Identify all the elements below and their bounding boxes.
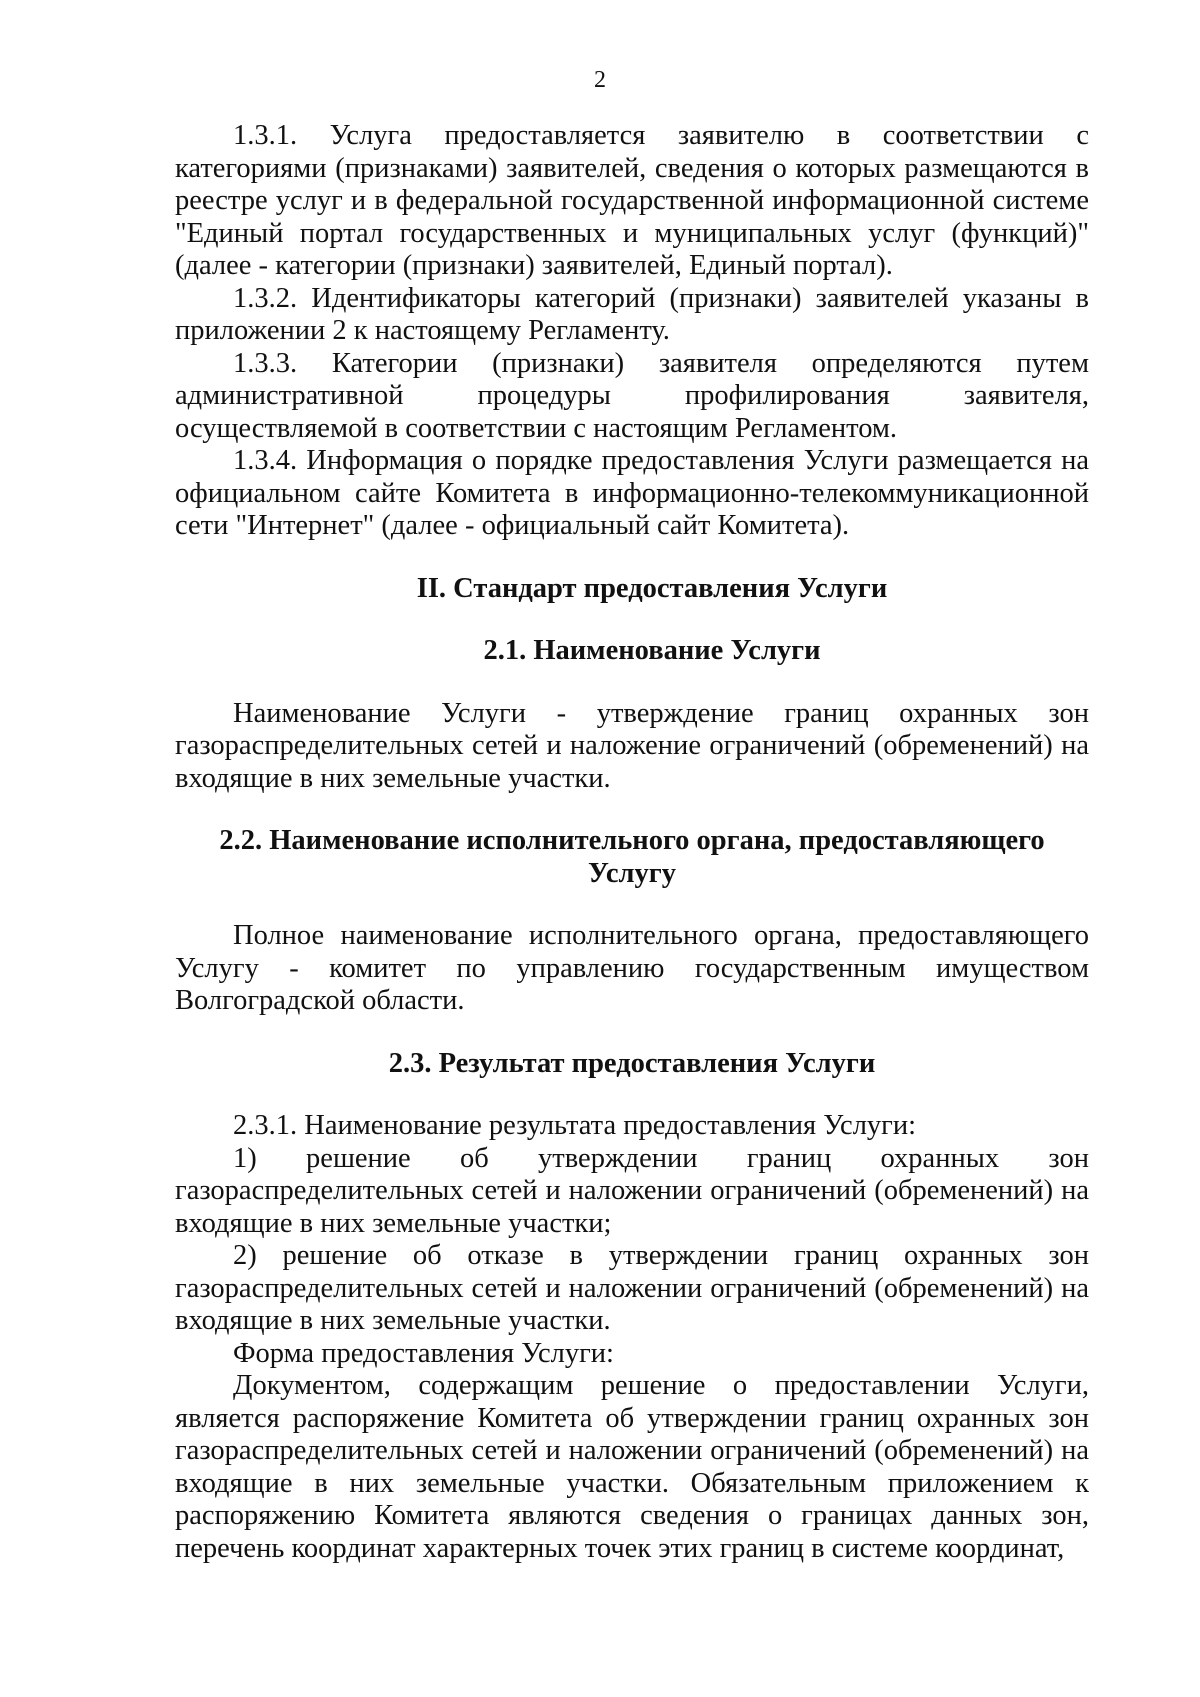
paragraph-2-1: Наименование Услуги - утверждение границ охранных зон газораспределительных сетей и наложение ограничений (обременений) на входящие в них земельные участки. (175, 697, 1089, 794)
paragraph-2-3-1: 2.3.1. Наименование результата предоставления Услуги: (233, 1110, 917, 1141)
document-body (175, 120, 1089, 1565)
heading-2-2: 2.2. Наименование исполнительного органа, предоставляющего Услугу (219, 825, 1045, 889)
paragraph-1-3-4: 1.3.4. Информация о порядке предоставления Услуги размещается на официальном сайте Комитета в информационно-телекоммуникационной сети "Интернет" (далее - официальный сайт Комитета). (175, 445, 1089, 541)
paragraph-2-2: Полное наименование исполнительного органа, предоставляющего Услугу - комитет по управлению государственным имуществом Волгоградской области. (175, 920, 1089, 1016)
paragraph-1-3-1: 1.3.1. Услуга предоставляется заявителю в соответствии с категориями (признаками) заявителей, сведения о которых размещаются в реестре услуг и в федеральной государственной информационной системе "Единый портал государственных и муниципальных услуг (функций)" (далее - категории (признаки) заявителей, Единый портал). (175, 120, 1089, 281)
heading-2-3: 2.3. Результат предоставления Услуги (388, 1047, 876, 1079)
list-item-2: 2) решение об отказе в утверждении границ охранных зон газораспределительных сетей и наложении ограничений (обременений) на входящие в них земельные участки. (175, 1240, 1089, 1336)
paragraph-form: Форма предоставления Услуги: (233, 1337, 614, 1369)
heading-2-1: 2.1. Наименование Услуги (483, 635, 821, 666)
paragraph-1-3-3: 1.3.3. Категории (признаки) заявителя определяются путем административной процедуры профилирования заявителя, осуществляемой в соответствии с настоящим Регламентом. (175, 347, 1089, 444)
section-2-title: II. Стандарт предоставления Услуги (416, 572, 888, 604)
paragraph-document: Документом, содержащим решение о предоставлении Услуги, является распоряжение Комитета об утверждении границ охранных зон газораспределительных сетей и наложении ограничений (обременений) на входящие в них земельные участки. Обязательным приложением к распоряжению Комитета являются сведения о границах данных зон, перечень координат характерных точек этих границ в системе координат, (175, 1370, 1089, 1564)
list-item-1: 1) решение об утверждении границ охранных зон газораспределительных сетей и наложении ограничений (обременений) на входящие в них земельные участки; (175, 1142, 1089, 1239)
page-number: 2 (594, 67, 606, 93)
paragraph-1-3-2: 1.3.2. Идентификаторы категорий (признаки) заявителей указаны в приложении 2 к настоящему Регламенту. (175, 282, 1089, 346)
